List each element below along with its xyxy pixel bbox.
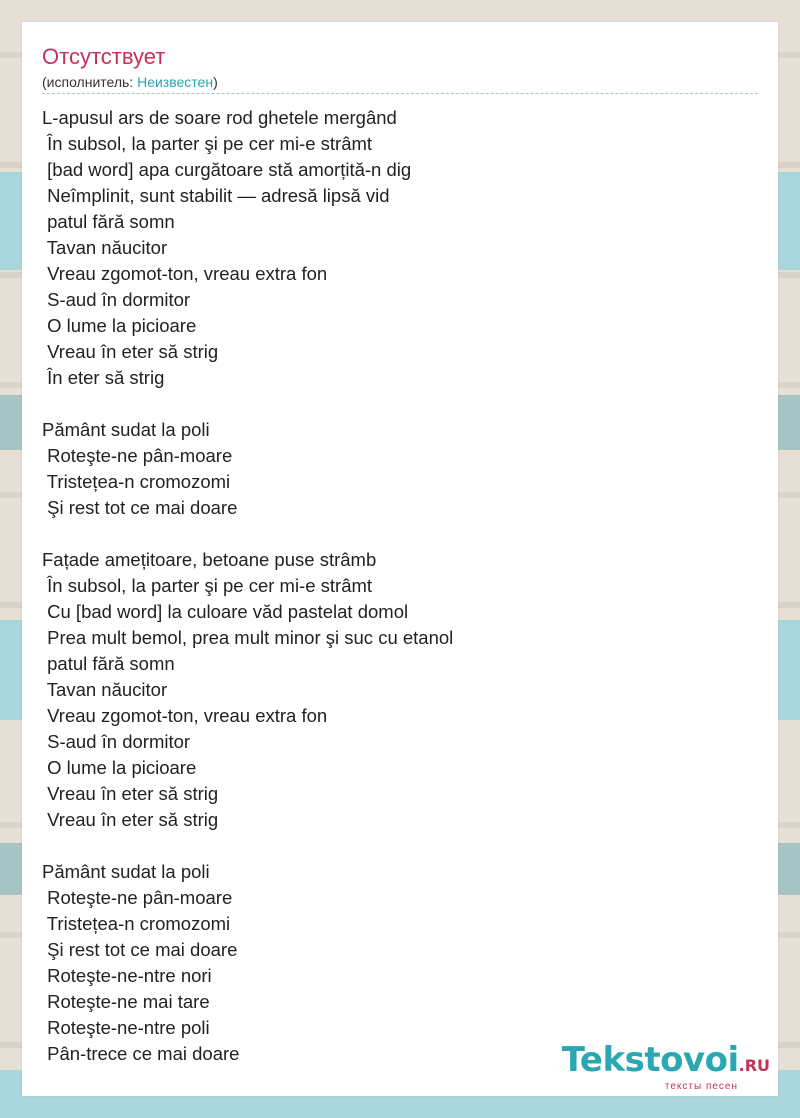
lyric-line: patul fără somn [42,211,175,232]
lyric-line: Vreau în eter să strig [42,783,219,804]
logo-main-text: Tekstovoi [561,1040,739,1080]
lyric-line: Cu [bad word] la culoare văd pastelat domol [42,601,409,622]
lyric-line: Vreau în eter să strig [42,341,219,362]
lyric-line: Tavan năucitor [42,237,168,258]
lyric-line: Prea mult bemol, prea mult minor şi suc cu etanol [42,627,454,648]
lyric-line: Roteşte-ne-ntre nori [42,965,212,986]
lyric-line: Tristețea-n cromozomi [42,471,231,492]
lyric-line: Tavan năucitor [42,679,168,700]
lyric-line: Vreau zgomot-ton, vreau extra fon [42,263,328,284]
lyric-line: În subsol, la parter şi pe cer mi-e strâmt [42,133,373,154]
lyric-line: Roteşte-ne pân-moare [42,887,233,908]
performer-link[interactable]: Неизвестен [137,74,214,90]
lyric-line: Neîmplinit, sunt stabilit — adresă lipsă vid [42,185,390,206]
lyrics-page [22,22,778,1096]
lyric-line [42,521,758,547]
lyric-line: O lume la picioare [42,757,197,778]
lyrics-text [42,105,758,1067]
lyric-line: Fațade amețitoare, betoane puse strâmb [42,549,377,570]
lyric-line: Tristețea-n cromozomi [42,913,231,934]
lyric-line: Roteşte-ne pân-moare [42,445,233,466]
lyric-line: O lume la picioare [42,315,197,336]
lyric-line: S-aud în dormitor [42,731,191,752]
lyric-line: Şi rest tot ce mai doare [42,497,238,518]
lyric-line: Şi rest tot ce mai doare [42,939,238,960]
lyric-line [42,833,758,859]
lyric-line: patul fără somn [42,653,175,674]
lyric-line: În eter să strig [42,367,165,388]
lyric-line: [bad word] apa curgătoare stă amorțită-n dig [42,159,412,180]
performer-suffix: ) [213,74,218,90]
lyric-line: Pân-trece ce mai doare [42,1043,240,1064]
lyric-line: Vreau în eter să strig [42,809,219,830]
lyric-line: L-apusul ars de soare rod ghetele mergând [42,107,397,128]
lyric-line: Roteşte-ne mai tare [42,991,210,1012]
lyric-line [42,391,758,417]
lyric-line: Pământ sudat la poli [42,861,210,882]
lyric-line: Pământ sudat la poli [42,419,210,440]
lyric-line: În subsol, la parter şi pe cer mi-e strâmt [42,575,373,596]
header-divider [42,93,758,94]
performer-line [42,73,218,91]
site-logo[interactable] [561,1040,770,1092]
performer-prefix: (исполнитель: [42,74,138,90]
logo-domain-suffix: .RU [738,1056,770,1075]
song-title: Отсутствует [42,44,166,69]
logo-wordmark [561,1040,770,1083]
lyric-line: Roteşte-ne-ntre poli [42,1017,210,1038]
lyric-line: S-aud în dormitor [42,289,191,310]
lyric-line: Vreau zgomot-ton, vreau extra fon [42,705,328,726]
logo-tagline: тексты песен [664,1081,738,1092]
